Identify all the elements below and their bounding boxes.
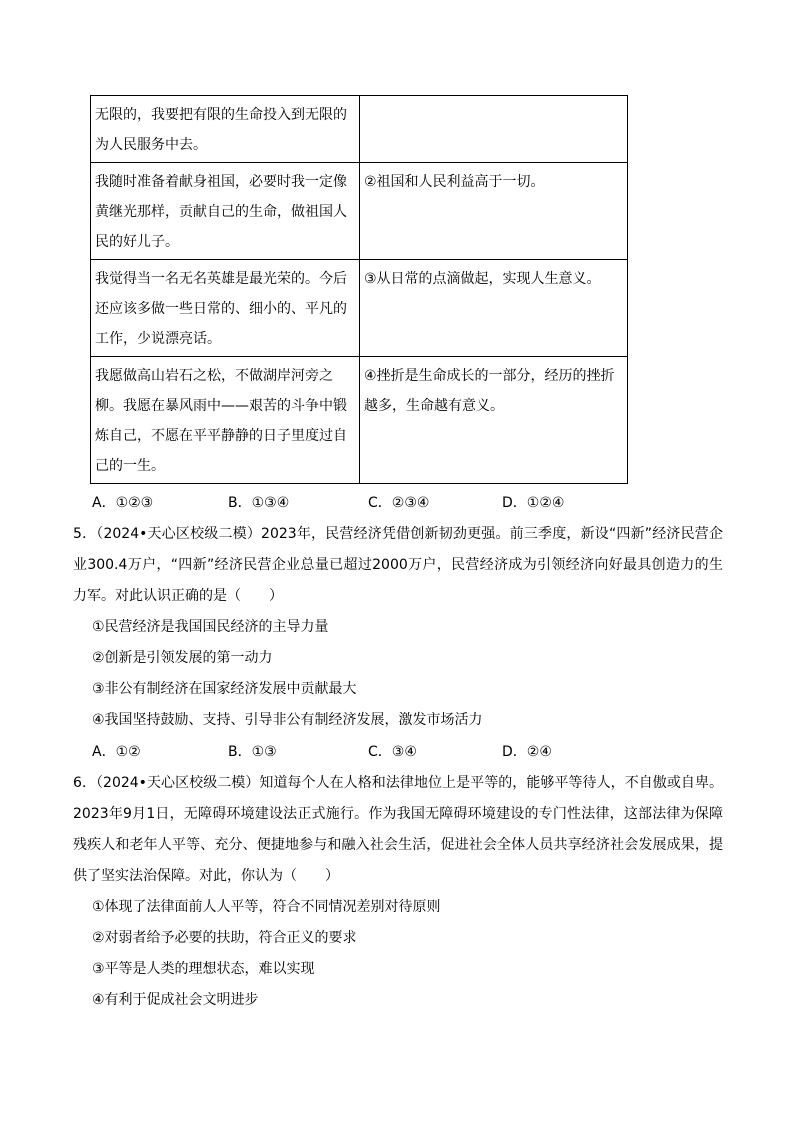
q6-option-3: ③平等是人类的理想状态，难以实现	[92, 961, 315, 977]
q5-option-3: ③非公有制经济在国家经济发展中贡献最大	[92, 681, 357, 697]
table-cell-right: ④挫折是生命成长的一部分，经历的挫折越多，生命越有意义。	[360, 357, 628, 484]
table-row	[91, 357, 628, 484]
table-cell-left: 我觉得当一名无名英雄是最光荣的。今后还应该多做一些日常的、细小的、平凡的工作，少说漂亮话。	[91, 260, 360, 357]
choice-a[interactable]: A．①②	[92, 744, 141, 760]
choice-b[interactable]: B．①③④	[228, 495, 290, 511]
table-cell-right	[360, 96, 628, 163]
table-cell-left: 我愿做高山岩石之松，不做湖岸河旁之柳。我愿在暴风雨中——艰苦的斗争中锻炼自己，不愿在平平静静的日子里度过自己的一生。	[91, 357, 360, 484]
matching-table	[90, 95, 628, 484]
question-5-stem: 5．（2024•天心区校级二模）2023年，民营经济凭借创新韧劲更强。前三季度，新设“四新”经济民营企业300.4万户，“四新”经济民营企业总量已超过2000万户，民营经济成为引领经济向好最具创造力的生力军。对此认识正确的是（ ）	[73, 526, 723, 604]
table-row	[91, 260, 628, 357]
choice-c[interactable]: C．②③④	[368, 495, 430, 511]
q5-option-4: ④我国坚持鼓励、支持、引导非公有制经济发展，激发市场活力	[92, 712, 483, 728]
choice-d[interactable]: D．①②④	[502, 495, 565, 511]
table-cell-left: 无限的，我要把有限的生命投入到无限的为人民服务中去。	[91, 96, 360, 163]
choice-c[interactable]: C．③④	[368, 744, 417, 760]
q6-option-2: ②对弱者给予必要的扶助，符合正义的要求	[92, 930, 357, 946]
table-cell-left: 我随时准备着献身祖国，必要时我一定像黄继光那样，贡献自己的生命，做祖国人民的好儿子。	[91, 163, 360, 260]
table-cell-right: ②祖国和人民利益高于一切。	[360, 163, 628, 260]
q6-option-1: ①体现了法律面前人人平等，符合不同情况差别对待原则	[92, 899, 441, 915]
choice-a[interactable]: A．①②③	[92, 495, 154, 511]
table-cell-right: ③从日常的点滴做起，实现人生意义。	[360, 260, 628, 357]
question-6-stem: 6．（2024•天心区校级二模）知道每个人在人格和法律地位上是平等的，能够平等待人，不自傲或自卑。2023年9月1日，无障碍环境建设法正式施行。作为我国无障碍环境建设的专门性法律，这部法律为保障残疾人和老年人平等、充分、便捷地参与和融入社会生活，促进社会全体人员共享经济社会发展成果，提供了坚实法治保障。对此，你认为（ ）	[73, 775, 723, 884]
q6-option-4: ④有利于促成社会文明进步	[92, 992, 259, 1008]
table-row	[91, 163, 628, 260]
q5-option-1: ①民营经济是我国国民经济的主导力量	[92, 619, 329, 635]
table-row	[91, 96, 628, 163]
choice-b[interactable]: B．①③	[228, 744, 277, 760]
q5-option-2: ②创新是引领发展的第一动力	[92, 650, 273, 666]
choice-d[interactable]: D．②④	[502, 744, 552, 760]
